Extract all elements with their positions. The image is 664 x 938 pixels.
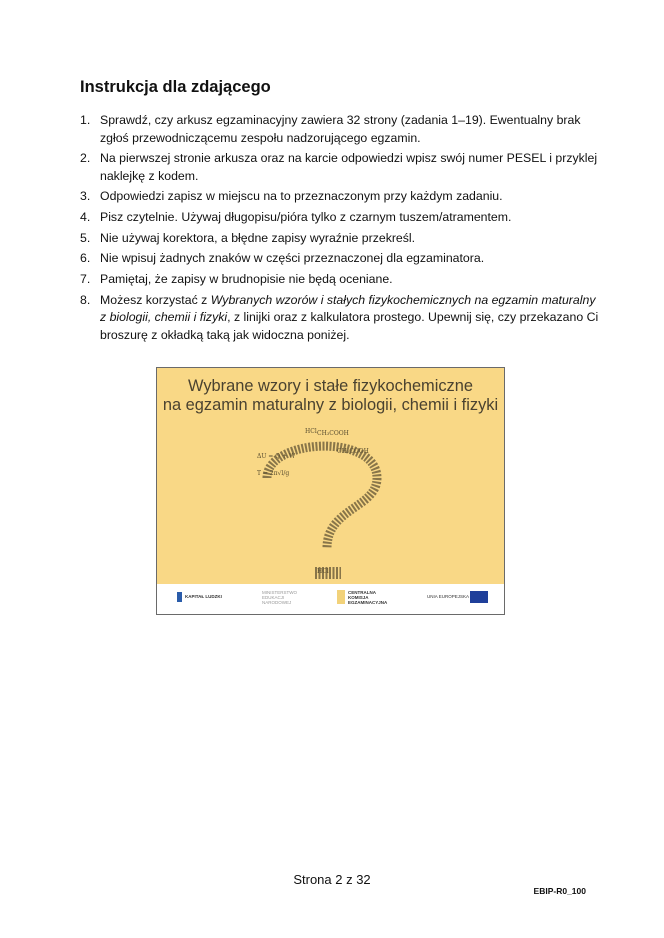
page-heading: Instrukcja dla zdającego — [80, 78, 271, 96]
cke-logo: CENTRALNA KOMISJA EGZAMINACYJNA — [337, 590, 397, 605]
list-item — [80, 230, 600, 248]
svg-text:HCl: HCl — [317, 568, 329, 575]
svg-text:HCl: HCl — [305, 428, 317, 435]
item-number: 2. — [80, 151, 91, 166]
exam-code: EBIP-R0_100 — [533, 886, 586, 896]
item-number: 8. — [80, 292, 91, 307]
svg-text:ΔU = Q + W: ΔU = Q + W — [257, 453, 296, 460]
item-number: 5. — [80, 230, 91, 245]
item-text: Odpowiedzi zapisz w miejscu na to przeznaczonym przy każdym zadaniu. — [100, 189, 503, 204]
eu-logo: UNIA EUROPEJSKA — [427, 591, 488, 603]
cover-title — [157, 377, 504, 415]
item-text: Pisz czytelnie. Używaj długopisu/pióra tylko z czarnym tuszem/atramentem. — [100, 210, 512, 225]
list-item — [80, 250, 600, 268]
svg-text:CH₃COOH: CH₃COOH — [317, 430, 349, 437]
item-text: Nie używaj korektora, a błędne zapisy wyraźnie przekreśl. — [100, 230, 416, 245]
item-text: Na pierwszej stronie arkusza oraz na karcie odpowiedzi wpisz swój numer PESEL i przyklej naklejkę z kodem. — [100, 151, 598, 183]
item-text: Sprawdź, czy arkusz egzaminacyjny zawiera 32 strony (zadania 1–19). Ewentualny brak zgłoś przewodniczącemu zespołu nadzorującego egzamin. — [100, 113, 581, 145]
item-text: Pamiętaj, że zapisy w brudnopisie nie będą oceniane. — [100, 272, 393, 287]
item-number: 7. — [80, 272, 91, 287]
list-item — [80, 188, 600, 206]
svg-text:T = 2π√l/g: T = 2π√l/g — [257, 470, 290, 477]
kapital-ludzki-logo: KAPITAŁ LUDZKI — [177, 592, 222, 602]
men-logo: MINISTERSTWO EDUKACJI NARODOWEJ — [262, 590, 297, 605]
cover-title-line: Wybrane wzory i stałe fizykochemiczne — [188, 377, 473, 395]
cover-logo-band — [157, 584, 504, 614]
list-item — [80, 150, 600, 185]
item-text: Nie wpisuj żadnych znaków w części przeznaczonej dla egzaminatora. — [100, 251, 485, 266]
brochure-cover-image — [156, 367, 505, 615]
item-text: Możesz korzystać z — [100, 292, 211, 307]
item-number: 3. — [80, 189, 91, 204]
question-mark-formulas-illustration — [237, 423, 407, 588]
item-number: 6. — [80, 251, 91, 266]
item-text: , z linijki oraz z kalkulatora prostego. Upewnij się, czy przekazano Ci broszurę z okładką taką jak widoczna poniżej. — [100, 310, 599, 342]
list-item — [80, 209, 600, 227]
svg-text:CH₂COOH: CH₂COOH — [337, 448, 369, 455]
list-item — [80, 112, 600, 147]
page-number: Strona 2 z 32 — [293, 872, 371, 887]
list-item — [80, 292, 600, 345]
brochure-title: Wybranych wzorów i stałych fizykochemicznych na egzamin maturalny z biologii, chemii i fizyki — [100, 292, 596, 325]
list-item — [80, 271, 600, 289]
item-number: 4. — [80, 210, 91, 225]
item-number: 1. — [80, 113, 91, 127]
instruction-list — [80, 112, 600, 348]
cover-title-line: na egzamin maturalny z biologii, chemii i fizyki — [162, 396, 499, 414]
